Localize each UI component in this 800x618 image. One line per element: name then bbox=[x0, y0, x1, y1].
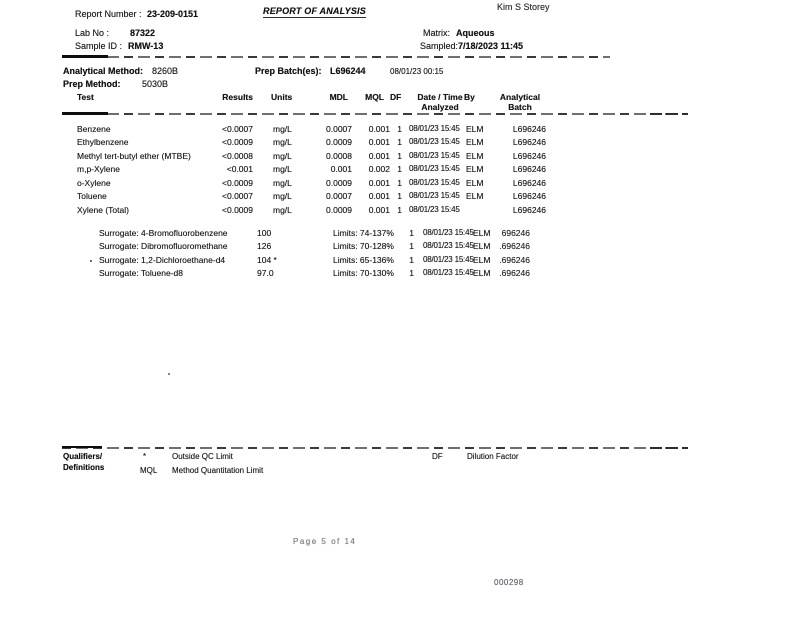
units-value: mg/L bbox=[273, 205, 292, 215]
surrogate-limits: Limits: 70-128% bbox=[333, 241, 394, 251]
units-value: mg/L bbox=[273, 124, 292, 134]
table-row bbox=[0, 191, 800, 203]
df-value: 1 bbox=[409, 255, 414, 265]
analyst-initials: ELM bbox=[466, 137, 484, 147]
table-row bbox=[0, 164, 800, 176]
df-value: 1 bbox=[397, 137, 402, 147]
units-value: mg/L bbox=[273, 151, 292, 161]
scan-artifact-dot bbox=[90, 260, 92, 262]
sample-id-value: RMW-13 bbox=[128, 41, 164, 51]
test-name: Benzene bbox=[77, 124, 111, 134]
qualifier-definition: Outside QC Limit bbox=[172, 452, 233, 461]
surrogate-limits: Limits: 70-130% bbox=[333, 268, 394, 278]
prep-batch-value: L696244 bbox=[330, 66, 366, 76]
col-header-batch-line2: Batch bbox=[508, 102, 532, 112]
qualifier-symbol: MQL bbox=[140, 466, 158, 475]
table-row bbox=[0, 137, 800, 149]
analyzed-datetime: 08/01/23 15:45 bbox=[423, 228, 474, 237]
test-name: Toluene bbox=[77, 191, 107, 201]
surrogate-recovery: 100 bbox=[257, 228, 272, 238]
analyst-initials: ELM bbox=[466, 178, 484, 188]
analyst-initials: ELM bbox=[473, 268, 491, 278]
analytical-batch: L696246 bbox=[512, 178, 546, 188]
analyzed-datetime: 08/01/23 15:45 bbox=[409, 124, 460, 133]
analyzed-datetime: 08/01/23 15:45 bbox=[409, 164, 460, 173]
test-name: o-Xylene bbox=[77, 178, 111, 188]
analyzed-datetime: 08/01/23 15:45 bbox=[409, 151, 460, 160]
col-header-date-line2: Analyzed bbox=[421, 102, 459, 112]
analyst-initials: ELM bbox=[466, 124, 484, 134]
analyst-initials: ELM bbox=[466, 164, 484, 174]
lab-no-value: 87322 bbox=[130, 28, 156, 38]
surrogate-row bbox=[0, 255, 800, 267]
analytical-batch: L696246 bbox=[512, 137, 546, 147]
table-row bbox=[0, 151, 800, 163]
col-header-results: Results bbox=[222, 92, 253, 102]
result-value: <0.0009 bbox=[222, 178, 253, 188]
mql-value: 0.002 bbox=[368, 164, 390, 174]
surrogate-name: Surrogate: 4-Bromofluorobenzene bbox=[99, 228, 228, 238]
mql-value: 0.001 bbox=[368, 191, 390, 201]
signatory-name: Kim S Storey bbox=[497, 2, 550, 12]
result-value: <0.0007 bbox=[222, 124, 253, 134]
qualifiers-heading-line1: Qualifiers/ bbox=[63, 452, 103, 461]
test-name: Methyl tert-butyl ether (MTBE) bbox=[77, 151, 191, 161]
analytical-batch: L696246 bbox=[512, 205, 546, 215]
units-value: mg/L bbox=[273, 137, 292, 147]
analytical-batch: .696246 bbox=[499, 241, 530, 251]
analyst-initials: ELM bbox=[466, 151, 484, 161]
test-name: Xylene (Total) bbox=[77, 205, 129, 215]
surrogate-limits: Limits: 65-136% bbox=[333, 255, 394, 265]
analytical-batch: L696246 bbox=[512, 191, 546, 201]
analyzed-datetime: 08/01/23 15:45 bbox=[409, 205, 460, 214]
matrix-label: Matrix: bbox=[423, 28, 450, 38]
analyzed-datetime: 08/01/23 15:45 bbox=[409, 191, 460, 200]
mql-value: 0.001 bbox=[368, 178, 390, 188]
mdl-value: 0.0008 bbox=[326, 151, 352, 161]
header-divider-rule bbox=[62, 56, 610, 58]
analyzed-datetime: 08/01/23 15:45 bbox=[423, 268, 474, 277]
df-value: 1 bbox=[397, 191, 402, 201]
units-value: mg/L bbox=[273, 164, 292, 174]
qualifier-symbol: * bbox=[143, 452, 147, 461]
prep-batch-datetime: 08/01/23 00:15 bbox=[390, 67, 444, 76]
surrogate-row bbox=[0, 228, 800, 240]
surrogate-name: Surrogate: 1,2-Dichloroethane-d4 bbox=[99, 255, 226, 265]
analyst-initials: ELM bbox=[473, 241, 491, 251]
analytical-batch: 696246 bbox=[501, 228, 530, 238]
table-row bbox=[0, 205, 800, 217]
analytical-batch: L696246 bbox=[512, 164, 546, 174]
surrogate-name: Surrogate: Dibromofluoromethane bbox=[99, 241, 228, 251]
qualifier-definition: Method Quantitation Limit bbox=[172, 466, 264, 475]
sampled-value: 7/18/2023 11:45 bbox=[458, 41, 524, 51]
result-value: <0.0008 bbox=[222, 151, 253, 161]
table-row bbox=[0, 178, 800, 190]
surrogate-recovery: 97.0 bbox=[257, 268, 274, 278]
page-title: REPORT OF ANALYSIS bbox=[263, 6, 366, 16]
df-value: 1 bbox=[397, 205, 402, 215]
analytical-batch: L696246 bbox=[512, 151, 546, 161]
mql-value: 0.001 bbox=[368, 205, 390, 215]
mql-value: 0.001 bbox=[368, 151, 390, 161]
surrogate-row bbox=[0, 241, 800, 253]
df-value: 1 bbox=[409, 228, 414, 238]
qualifier-symbol: DF bbox=[432, 452, 443, 461]
result-value: <0.0009 bbox=[222, 137, 253, 147]
col-header-by: By bbox=[464, 92, 475, 102]
analytical-batch: .696246 bbox=[499, 255, 530, 265]
col-header-units: Units bbox=[271, 92, 293, 102]
analyzed-datetime: 08/01/23 15:45 bbox=[409, 137, 460, 146]
table-top-rule bbox=[62, 113, 688, 115]
col-header-df: DF bbox=[390, 92, 402, 102]
df-value: 1 bbox=[409, 268, 414, 278]
analyzed-datetime: 08/01/23 15:45 bbox=[423, 255, 474, 264]
mql-value: 0.001 bbox=[368, 124, 390, 134]
result-value: <0.0009 bbox=[222, 205, 253, 215]
lab-no-label: Lab No : bbox=[75, 28, 110, 38]
analyzed-datetime: 08/01/23 15:45 bbox=[423, 241, 474, 250]
test-name: m,p-Xylene bbox=[77, 164, 120, 174]
page-number: Page 5 of 14 bbox=[293, 537, 357, 546]
qualifier-definition: Dilution Factor bbox=[467, 452, 519, 461]
mql-value: 0.001 bbox=[368, 137, 390, 147]
df-value: 1 bbox=[397, 151, 402, 161]
surrogate-recovery: 104 * bbox=[257, 255, 277, 265]
prep-method-value: 5030B bbox=[142, 79, 169, 89]
surrogate-name: Surrogate: Toluene-d8 bbox=[99, 268, 183, 278]
test-name: Ethylbenzene bbox=[77, 137, 129, 147]
document-control-number: 000298 bbox=[494, 578, 524, 587]
prep-batch-label: Prep Batch(es): bbox=[255, 66, 322, 76]
prep-method-label: Prep Method: bbox=[63, 79, 121, 89]
analytical-method-value: 8260B bbox=[152, 66, 179, 76]
analyzed-datetime: 08/01/23 15:45 bbox=[409, 178, 460, 187]
surrogate-limits: Limits: 74-137% bbox=[333, 228, 394, 238]
df-value: 1 bbox=[397, 178, 402, 188]
sample-id-label: Sample ID : bbox=[75, 41, 123, 51]
analyst-initials: ELM bbox=[473, 255, 491, 265]
col-header-test: Test bbox=[77, 92, 94, 102]
result-value: <0.0007 bbox=[222, 191, 253, 201]
col-header-mql: MQL bbox=[365, 92, 384, 102]
analyst-initials: ELM bbox=[466, 191, 484, 201]
mdl-value: 0.0007 bbox=[326, 124, 352, 134]
col-header-mdl: MDL bbox=[329, 92, 348, 102]
report-number-label: Report Number : bbox=[75, 9, 142, 19]
mdl-value: 0.001 bbox=[330, 164, 352, 174]
surrogate-row bbox=[0, 268, 800, 280]
scan-artifact-dot bbox=[168, 373, 170, 375]
analyst-initials: ELM bbox=[473, 228, 491, 238]
result-value: <0.001 bbox=[226, 164, 253, 174]
surrogate-recovery: 126 bbox=[257, 241, 272, 251]
footer-divider-rule bbox=[62, 447, 688, 449]
table-row bbox=[0, 124, 800, 136]
df-value: 1 bbox=[409, 241, 414, 251]
col-header-batch-line1: Analytical bbox=[499, 92, 541, 102]
sampled-label: Sampled: bbox=[420, 41, 459, 51]
mdl-value: 0.0009 bbox=[326, 178, 352, 188]
units-value: mg/L bbox=[273, 178, 292, 188]
matrix-value: Aqueous bbox=[456, 28, 495, 38]
mdl-value: 0.0009 bbox=[326, 205, 352, 215]
analytical-batch: .696246 bbox=[499, 268, 530, 278]
report-number-value: 23-209-0151 bbox=[147, 9, 199, 19]
units-value: mg/L bbox=[273, 191, 292, 201]
df-value: 1 bbox=[397, 124, 402, 134]
qualifiers-heading-line2: Definitions bbox=[63, 463, 105, 472]
mdl-value: 0.0009 bbox=[326, 137, 352, 147]
analytical-batch: L696246 bbox=[512, 124, 546, 134]
col-header-date-line1: Date / Time bbox=[417, 92, 463, 102]
df-value: 1 bbox=[397, 164, 402, 174]
mdl-value: 0.0007 bbox=[326, 191, 352, 201]
analytical-method-label: Analytical Method: bbox=[63, 66, 144, 76]
